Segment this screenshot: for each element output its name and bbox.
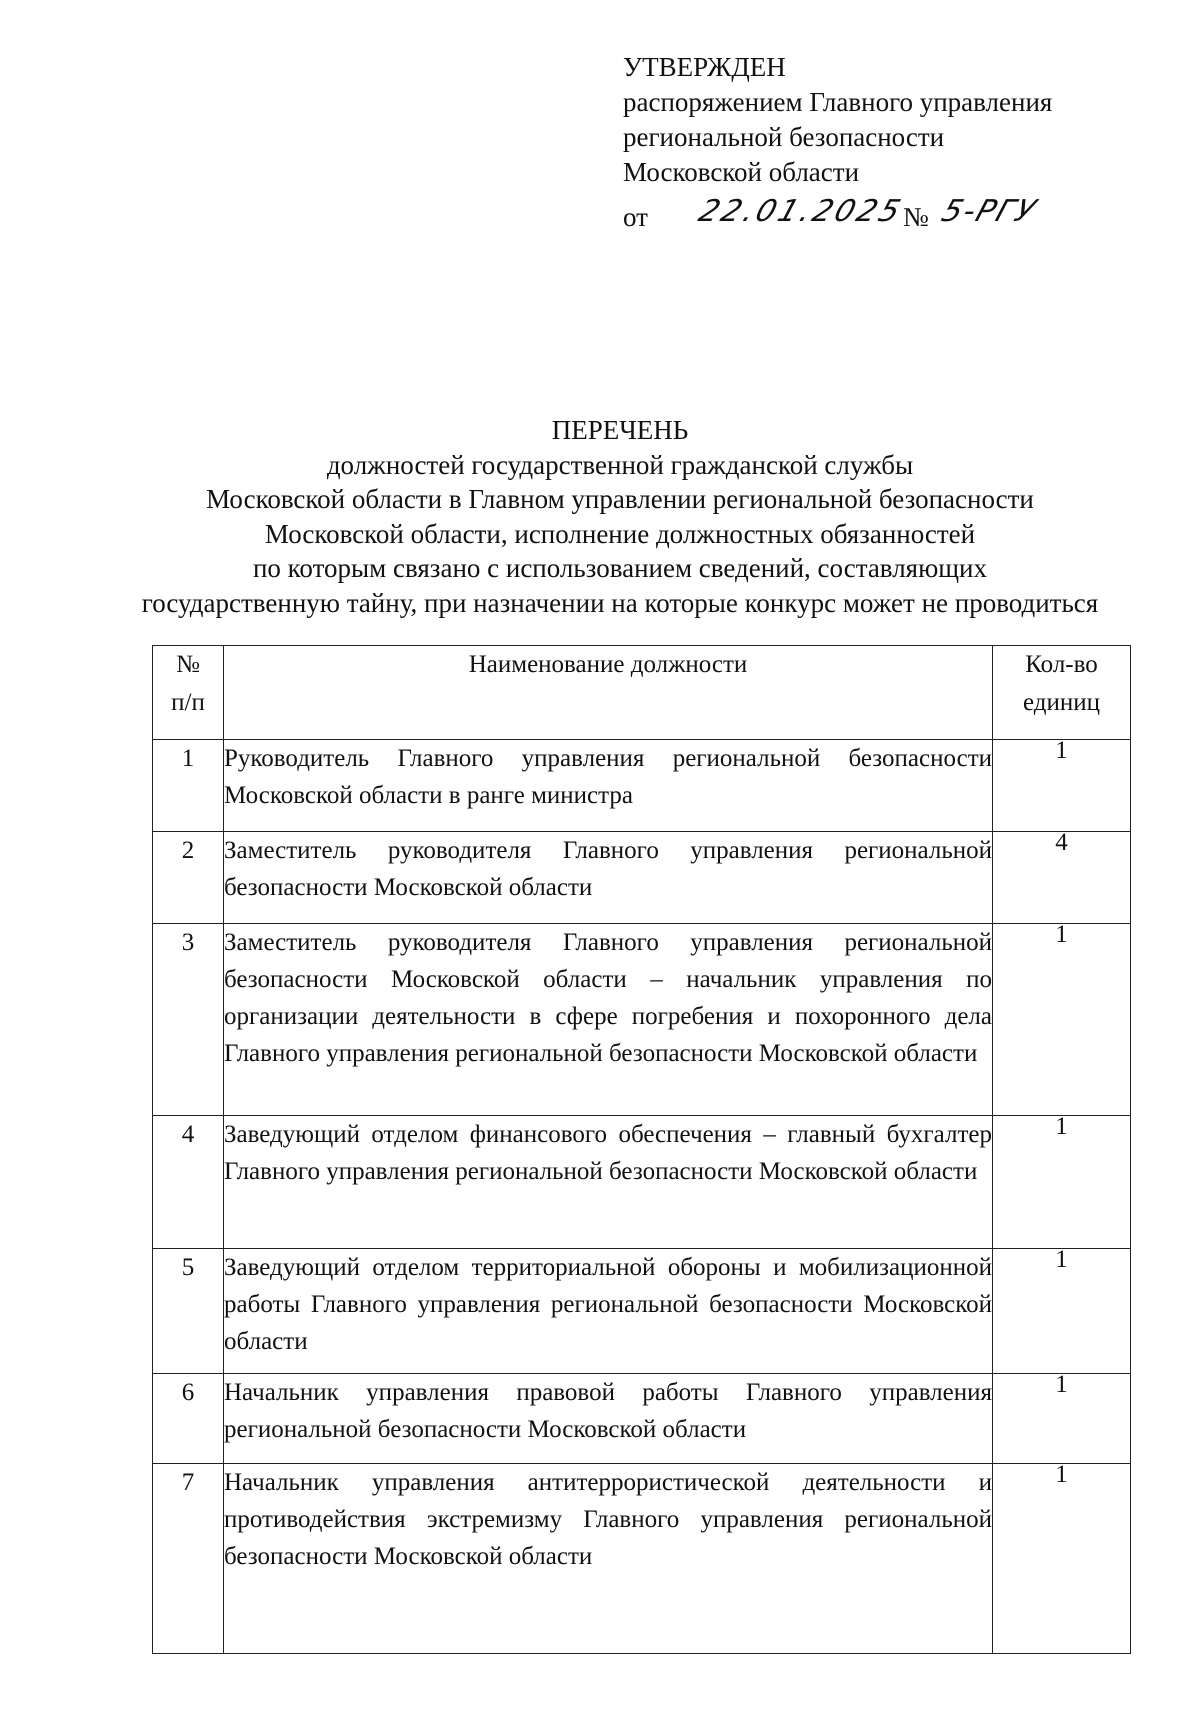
header-number-sign: № bbox=[176, 651, 200, 678]
approval-block bbox=[623, 50, 1052, 234]
row-quantity-value: 4 bbox=[1055, 829, 1068, 856]
approval-line-2: региональной безопасности bbox=[623, 122, 945, 152]
row-quantity-value: 1 bbox=[1055, 1461, 1068, 1488]
row-position-name: Начальник управления антитеррористической деятельности и противодействия экстремизму Главного управления региональной безопасности Московской области bbox=[224, 1464, 993, 1654]
table-row bbox=[153, 1374, 1131, 1464]
header-position-name: Наименование должности bbox=[224, 646, 993, 740]
approval-status: УТВЕРЖДЕН bbox=[623, 52, 786, 82]
row-position-name: Заместитель руководителя Главного управления региональной безопасности Московской области bbox=[224, 832, 993, 924]
row-quantity bbox=[993, 1461, 1131, 1654]
row-quantity-value: 1 bbox=[1055, 1371, 1068, 1398]
heading-line-4: по которым связано с использованием сведений, составляющих bbox=[252, 553, 988, 583]
row-number: 7 bbox=[153, 1464, 224, 1654]
handwritten-number: 5-РГУ bbox=[937, 194, 1042, 229]
row-number: 3 bbox=[153, 924, 224, 1116]
header-quantity-line-1: Кол-во bbox=[1025, 651, 1098, 678]
row-position-name: Заведующий отделом финансового обеспечения – главный бухгалтер Главного управления региональной безопасности Московской области bbox=[224, 1116, 993, 1249]
row-position-name: Начальник управления правовой работы Главного управления региональной безопасности Московской области bbox=[224, 1374, 993, 1464]
row-quantity bbox=[993, 921, 1131, 1116]
table-row bbox=[153, 740, 1131, 832]
row-position-name: Заведующий отделом территориальной обороны и мобилизационной работы Главного управления региональной безопасности Московской области bbox=[224, 1249, 993, 1374]
row-quantity bbox=[993, 1113, 1131, 1249]
table-header-row bbox=[153, 646, 1131, 740]
row-position-name: Заместитель руководителя Главного управления региональной безопасности Московской области – начальник управления по организации деятельности в сфере погребения и похоронного дела Главного управления региональной безопасности Московской области bbox=[224, 924, 993, 1116]
table-row bbox=[153, 1249, 1131, 1374]
table-row bbox=[153, 924, 1131, 1116]
heading-line-5: государственную тайну, при назначении на которые конкурс может не проводиться bbox=[141, 587, 1099, 618]
positions-table bbox=[152, 645, 1131, 1654]
table-row bbox=[153, 1464, 1131, 1654]
row-number: 4 bbox=[153, 1116, 224, 1249]
row-quantity-value: 1 bbox=[1055, 921, 1068, 948]
heading-line-1: должностей государственной гражданской службы bbox=[326, 449, 914, 480]
row-quantity bbox=[993, 829, 1131, 924]
table-row bbox=[153, 1116, 1131, 1249]
row-position-name: Руководитель Главного управления региональной безопасности Московской области в ранге министра bbox=[224, 740, 993, 832]
row-quantity-value: 1 bbox=[1055, 1113, 1068, 1140]
approval-line-1: распоряжением Главного управления bbox=[623, 87, 1053, 117]
row-quantity bbox=[993, 1371, 1131, 1464]
header-quantity-line-2: единиц bbox=[1022, 689, 1100, 716]
number-sign: № bbox=[903, 202, 929, 232]
heading-line-3: Московской области, исполнение должностных обязанностей bbox=[264, 518, 976, 549]
header-quantity bbox=[993, 646, 1131, 740]
table-row bbox=[153, 832, 1131, 924]
date-prefix: от bbox=[623, 202, 648, 232]
row-quantity-value: 1 bbox=[1055, 737, 1068, 764]
approval-line-3: Московской области bbox=[623, 157, 860, 187]
header-number-pp: п/п bbox=[171, 689, 205, 716]
document-title: ПЕРЕЧЕНЬ bbox=[551, 415, 689, 445]
row-number: 1 bbox=[153, 740, 224, 832]
row-number: 6 bbox=[153, 1374, 224, 1464]
row-number: 2 bbox=[153, 832, 224, 924]
row-quantity-value: 1 bbox=[1055, 1246, 1068, 1273]
handwritten-date: 22.01.2025 bbox=[694, 194, 908, 229]
document-heading bbox=[0, 413, 1200, 620]
row-quantity bbox=[993, 1246, 1131, 1374]
row-number: 5 bbox=[153, 1249, 224, 1374]
approval-date-line bbox=[623, 194, 1052, 234]
heading-line-2: Московской области в Главном управлении региональной безопасности bbox=[206, 484, 1034, 514]
header-number bbox=[153, 646, 224, 740]
row-quantity bbox=[993, 737, 1131, 832]
